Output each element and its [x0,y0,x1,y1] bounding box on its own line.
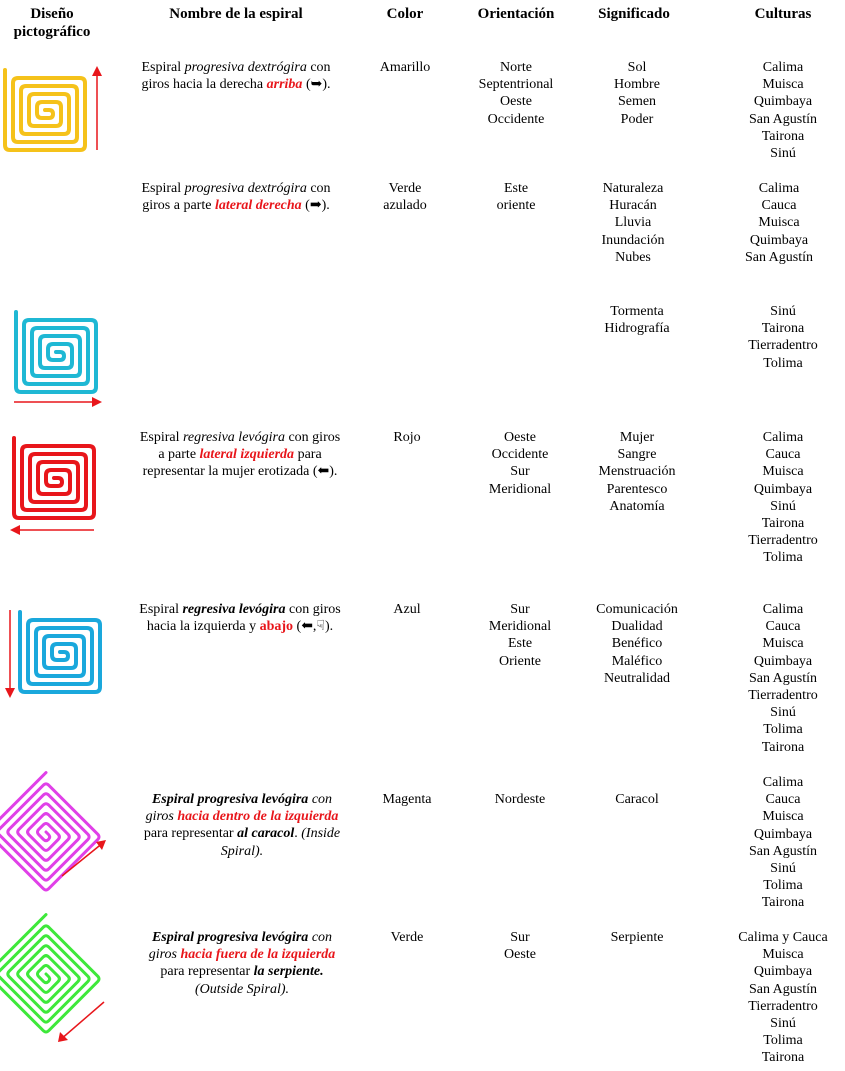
row-3-meaning [587,429,687,515]
row-3-cultures-item: Sinú [770,498,796,514]
row-5-name-part: al caracol [237,826,295,842]
row-1-cultures-item: Calima [762,60,804,75]
row-5-cultures-item: Quimbaya [753,826,813,842]
row-6-name-part: Espiral progresiva levógira [151,930,309,945]
row-5-name-part: giros [145,809,178,825]
row-4-meaning [587,601,687,687]
arrow-line [60,1002,104,1040]
row-4-name-part: hacia la izquierda y [146,619,260,635]
row-3-color [366,429,448,446]
row-6-name-part: (Outside Spiral). [194,981,290,997]
row-5-name-part: Spiral). [220,843,264,859]
row-6-cultures [724,929,842,1067]
row-1-cultures [724,59,842,162]
row-6-name-part: giros [148,947,181,963]
row-1-name [120,59,352,93]
row-5-name-part: Espiral progresiva levógira [151,792,309,807]
row-2-cultures-cont-item: Tairona [761,321,805,337]
spiral-stroke [20,612,100,692]
row-1-orientation-item: Septentrional [478,77,554,93]
row-2-meaning-item: Lluvia [614,215,652,231]
row-6-meaning [587,929,687,946]
row-4-cultures-item: San Agustín [748,670,818,686]
arrow-head [92,66,102,76]
row-4-cultures-item: Tolima [763,722,803,738]
row-1-color-item: Amarillo [379,60,431,75]
row-5-cultures-item: Sinú [770,861,796,877]
spiral-teal-icon [6,306,106,406]
row-1-meaning-item: Semen [617,94,657,110]
spiral-yellow-icon [0,64,104,156]
row-3-orientation-item: Sur [510,464,530,480]
arrow-head [5,688,15,698]
row-2-cultures-item: Calima [758,181,800,196]
row-5-cultures-item: Cauca [765,792,801,808]
row-1-cultures-item: Muisca [762,77,804,93]
row-1-orientation-item: Norte [500,60,532,75]
row-2-cultures-item: San Agustín [744,249,814,265]
spiral-blue-icon [2,604,106,700]
row-1-cultures-item: Tairona [761,128,805,144]
row-6-name-part: para representar [160,964,254,980]
row-2-orientation-item: Este [503,181,529,196]
row-1-meaning [587,59,687,128]
spiral-stroke [14,438,94,518]
row-1-cultures-item: Quimbaya [753,94,813,110]
header-cultures: Culturas [754,6,812,22]
row-4-cultures-item: Tierradentro [748,688,818,704]
row-4-meaning-item: Dualidad [611,619,663,635]
row-6-name-part: hacia fuera de la izquierda [180,947,336,963]
row-2-name-part: progresiva dextrógira [184,181,307,196]
row-2-orientation [466,180,566,214]
row-1-cultures-item: Sinú [770,146,796,162]
row-1-cultures-item: San Agustín [748,111,818,127]
row-2-cultures-cont-item: Tierradentro [748,338,818,354]
row-5-meaning-item: Caracol [615,792,659,807]
row-2-meaning [583,180,683,266]
row-6-cultures-item: Muisca [762,947,804,963]
row-3-name-part: para [294,447,322,463]
spiral-red-icon [6,432,102,536]
row-6-name [126,929,358,998]
row-3-orientation [470,429,570,498]
row-1-color [364,59,446,76]
header-design-line2: pictográfico [13,24,91,40]
row-3-cultures-item: Cauca [765,447,801,463]
row-6-orientation-item: Oeste [504,947,536,963]
row-4-cultures-item: Quimbaya [753,653,813,669]
row-2-cultures [720,180,838,266]
row-3-name-part: Espiral [139,430,183,445]
row-2-meaning-item: Naturaleza [602,181,664,196]
row-3-meaning-item: Parentesco [606,481,668,497]
row-5-name-part: para representar [143,826,238,842]
row-5-name-part: con [308,792,333,807]
row-1-name-part: con [306,60,331,75]
row-4-cultures-item: Sinú [770,705,796,721]
row-5-name-part: (Inside [301,826,341,842]
row-3-cultures-item: Tolima [763,550,803,566]
row-5-orientation-item: Nordeste [494,792,546,807]
row-5-name [126,791,358,860]
row-4-cultures-item: Muisca [762,636,804,652]
row-3-orientation-item: Meridional [488,481,552,497]
row-2-name-part: lateral derecha [214,198,302,214]
row-4-name-part: abajo [259,619,294,635]
row-3-orientation-item: Oeste [504,430,536,445]
spiral-stroke [0,773,99,890]
row-4-meaning-item: Comunicación [596,602,678,617]
row-3-meaning-item: Mujer [619,430,655,445]
row-4-meaning-item: Maléfico [611,653,663,669]
row-5-name-part: hacia dentro de la izquierda [177,809,339,825]
row-3-orientation-item: Occidente [491,447,549,463]
row-1-name-part: progresiva dextrógira [184,60,307,75]
header-orientation: Orientación [477,6,555,22]
row-2-cultures-item: Cauca [761,198,797,214]
row-2-meaning-cont-item: Hidrografía [604,321,670,337]
row-4-name-part: Espiral [139,602,183,617]
row-2-cultures-cont [724,303,842,372]
row-5-cultures-item: Tolima [763,878,803,894]
row-2-cultures-item: Quimbaya [749,232,809,248]
row-4-cultures-item: Calima [762,602,804,617]
row-5-meaning [587,791,687,808]
row-5-cultures [724,774,842,912]
row-4-meaning-item: Benéfico [611,636,663,652]
row-4-name-part: con giros [285,602,341,617]
row-3-meaning-item: Sangre [617,447,657,463]
row-4-orientation [470,601,570,670]
header-design [0,5,104,41]
row-2-meaning-cont-item: Tormenta [610,304,664,319]
row-1-orientation-item: Oeste [500,94,532,110]
row-4-cultures-item: Tairona [761,739,805,755]
row-5-cultures-item: Tairona [761,895,805,911]
row-6-cultures-item: San Agustín [748,981,818,997]
row-3-name-part: con giros [284,430,341,445]
row-4-orientation-item: Oriente [499,653,541,669]
row-3-color-item: Rojo [393,430,421,445]
row-3-cultures [724,429,842,567]
row-3-cultures-item: Calima [762,430,804,445]
header-design-line1: Diseño [30,6,74,22]
row-3-name-part: a parte [158,447,200,463]
row-3-cultures-item: Muisca [762,464,804,480]
arrow-head [10,525,20,535]
row-2-name-part: giros a parte [142,198,215,214]
row-6-color [366,929,448,946]
row-6-cultures-item: Tierradentro [748,998,818,1014]
row-2-color-item: Verde [388,181,422,196]
row-4-name-part: (⬅,☟). [293,619,334,635]
header-color: Color [386,6,424,22]
row-3-meaning-item: Anatomía [609,498,665,514]
row-2-name-part: con [306,181,331,196]
row-6-orientation [470,929,570,963]
row-4-meaning-item: Neutralidad [603,670,671,686]
row-5-name-part: . [294,826,302,842]
row-1-meaning-item: Hombre [614,77,660,93]
row-6-name-part: la serpiente. [253,964,324,980]
row-6-meaning-item: Serpiente [610,930,664,945]
row-3-cultures-item: Tierradentro [748,533,818,549]
row-2-orientation-item: oriente [496,198,536,214]
row-6-cultures-item: Calima y Cauca [738,930,828,945]
row-6-name-part: con [308,930,333,945]
row-4-name-part: regresiva levógira [182,602,286,617]
header-name: Nombre de la espiral [169,6,303,22]
row-6-cultures-item: Sinú [770,1016,796,1032]
row-1-name-part: (➥). [302,77,331,93]
spiral-stroke [16,312,96,392]
row-2-cultures-item: Muisca [758,215,800,231]
row-4-color [366,601,448,618]
row-2-cultures-cont-item: Sinú [770,304,796,319]
row-5-cultures-item: San Agustín [748,843,818,859]
row-6-color-item: Verde [390,930,424,945]
row-5-color-item: Magenta [382,792,432,807]
header-meaning: Significado [598,6,670,22]
row-2-name-part: (➡). [301,198,330,214]
row-3-name-part: lateral izquierda [199,447,295,463]
row-2-name [120,180,352,214]
row-2-cultures-cont-item: Tolima [763,355,803,371]
row-4-cultures [724,601,842,756]
spiral-stroke [0,915,99,1032]
row-1-orientation-item: Occidente [487,111,545,127]
row-6-cultures-item: Quimbaya [753,964,813,980]
row-6-orientation-item: Sur [510,930,530,945]
row-2-meaning-item: Inundación [601,232,665,248]
spiral-magenta-icon [0,780,110,884]
row-4-orientation-item: Este [507,636,533,652]
row-2-meaning-item: Huracán [609,198,657,214]
row-1-orientation [466,59,566,128]
spiral-stroke [5,70,85,150]
row-1-name-part: Espiral [141,60,185,75]
row-1-name-part: arriba [266,77,303,93]
row-2-meaning-cont [587,303,687,337]
row-5-color [366,791,448,808]
row-3-meaning-item: Menstruación [598,464,676,480]
row-4-color-item: Azul [393,602,421,617]
row-3-name [120,429,360,481]
row-3-name-part: regresiva levógira [182,430,285,445]
row-1-meaning-item: Poder [620,111,654,127]
row-5-cultures-item: Muisca [762,809,804,825]
row-1-meaning-item: Sol [627,60,647,75]
row-4-name [120,601,360,635]
row-1-name-part: giros hacia la derecha [141,77,267,93]
spiral-green-icon [0,922,110,1044]
row-2-meaning-item: Nubes [615,249,651,265]
row-4-cultures-item: Cauca [765,619,801,635]
row-3-name-part: representar la mujer erotizada (⬅). [142,464,338,480]
row-2-name-part: Espiral [141,181,185,196]
row-6-cultures-item: Tolima [763,1033,803,1049]
arrow-head [92,397,102,407]
row-5-cultures-item: Calima [762,775,804,790]
row-3-cultures-item: Quimbaya [753,481,813,497]
row-4-orientation-item: Sur [510,602,530,617]
row-5-orientation [470,791,570,808]
row-2-color [364,180,446,214]
row-4-orientation-item: Meridional [488,619,552,635]
row-2-color-item: azulado [383,198,427,214]
row-6-cultures-item: Tairona [761,1050,805,1066]
row-3-cultures-item: Tairona [761,516,805,532]
